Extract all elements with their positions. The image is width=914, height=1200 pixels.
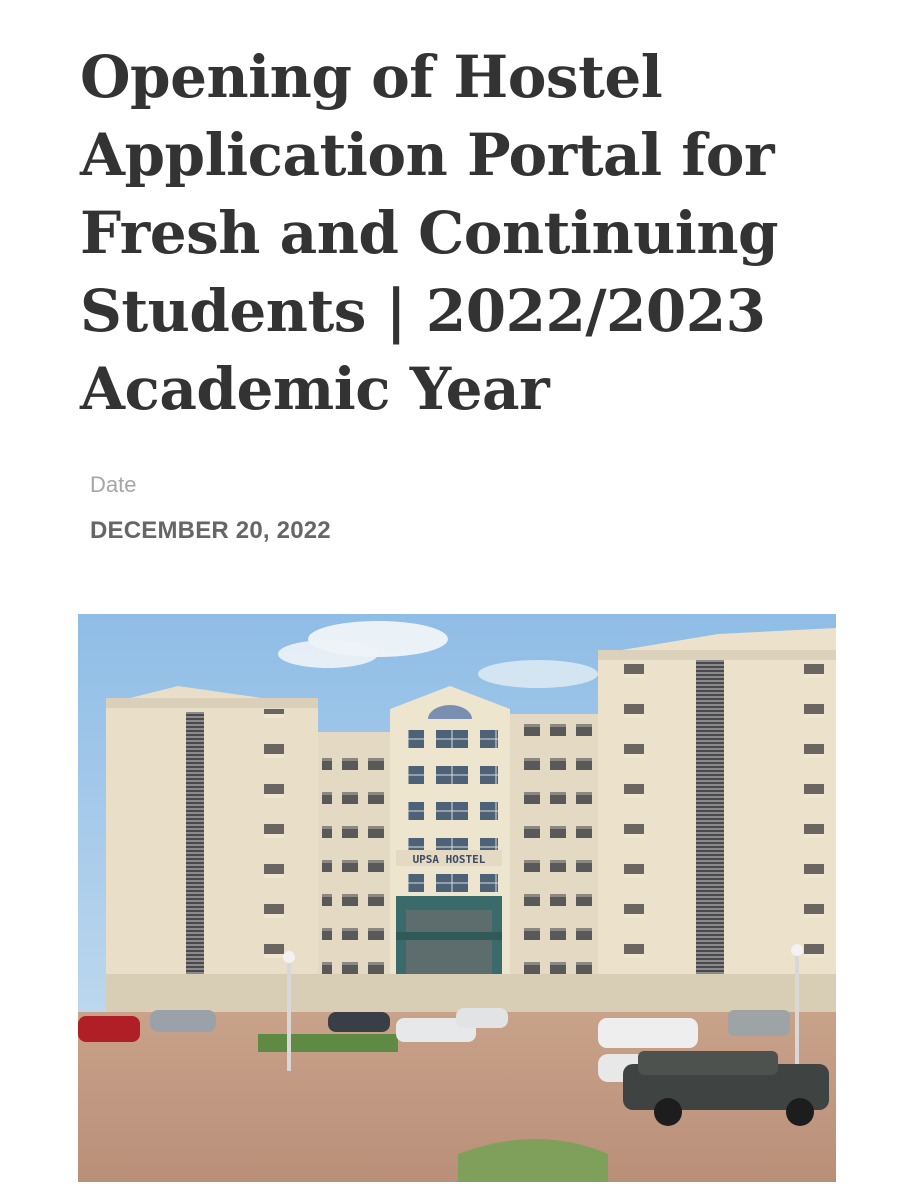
publish-date: DECEMBER 20, 2022 (90, 517, 331, 544)
hostel-building-photo (78, 614, 836, 1182)
building-sign: UPSA HOSTEL (412, 853, 486, 866)
date-label: Date (90, 472, 137, 497)
article-title: Opening of Hostel Application Portal for Fresh and Continuing Students | 2022/2023 Academic Year (80, 43, 779, 423)
